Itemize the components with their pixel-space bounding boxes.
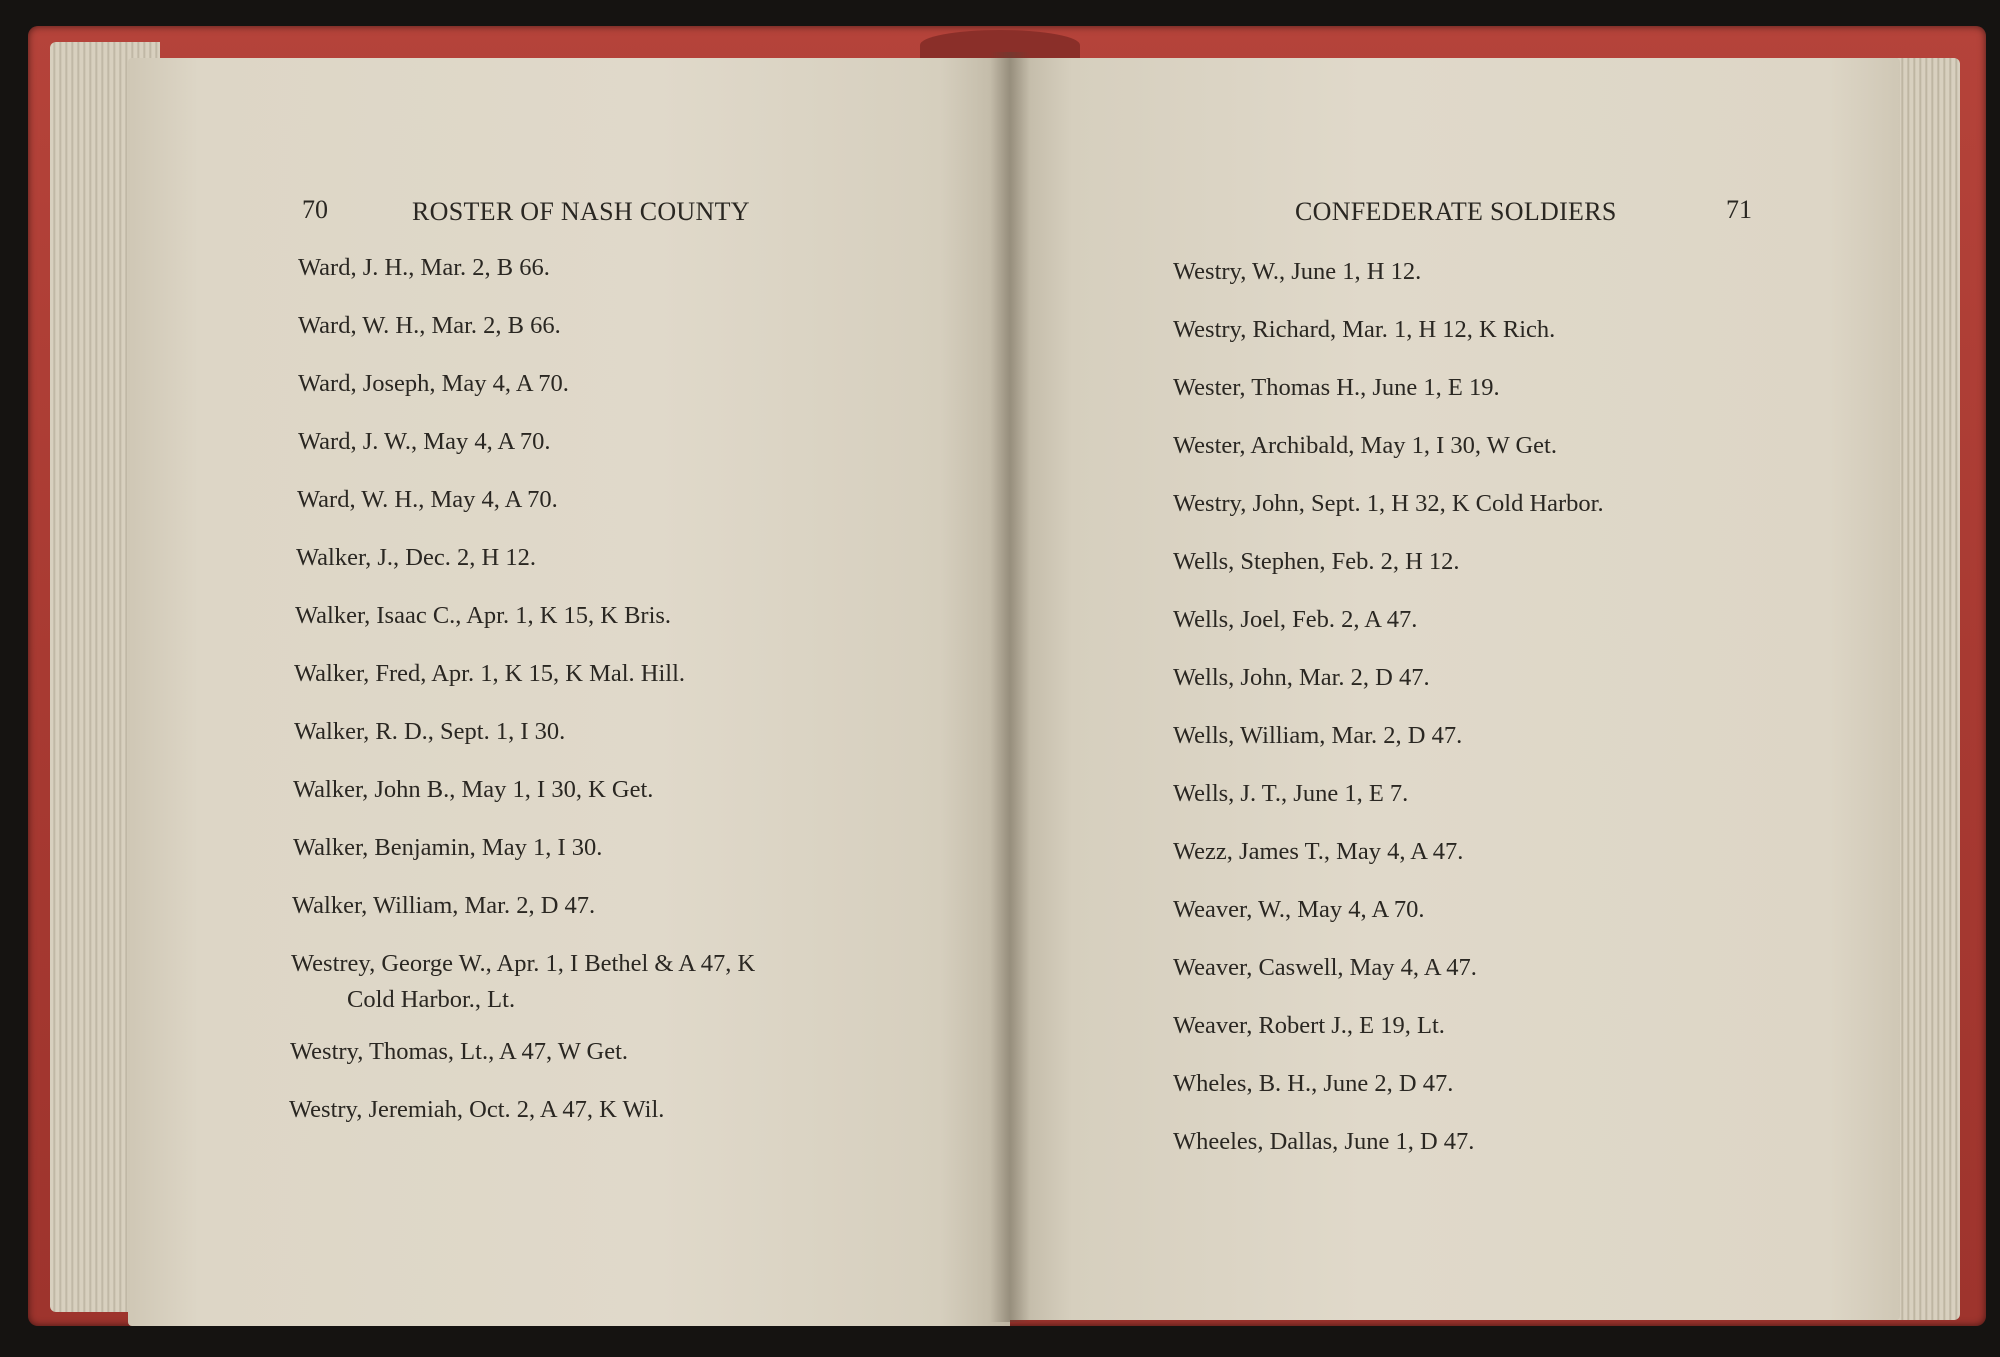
roster-entry: Walker, Fred, Apr. 1, K 15, K Mal. Hill. (294, 660, 686, 687)
roster-entry: Wester, Thomas H., June 1, E 19. (1173, 374, 1500, 401)
roster-entry: Walker, Isaac C., Apr. 1, K 15, K Bris. (295, 602, 672, 629)
roster-entry: Wells, Joel, Feb. 2, A 47. (1173, 606, 1418, 633)
roster-entry-multiline (291, 946, 755, 1018)
roster-entry: Wells, William, Mar. 2, D 47. (1173, 722, 1463, 749)
roster-entry: Walker, J., Dec. 2, H 12. (296, 544, 536, 571)
roster-entry: Walker, William, Mar. 2, D 47. (292, 892, 596, 919)
roster-entry: Weaver, Robert J., E 19, Lt. (1173, 1012, 1445, 1039)
roster-entry: Westry, Thomas, Lt., A 47, W Get. (290, 1038, 629, 1065)
roster-entry: Ward, W. H., Mar. 2, B 66. (298, 312, 561, 339)
roster-entry: Walker, John B., May 1, I 30, K Get. (293, 776, 654, 803)
right-running-head: CONFEDERATE SOLDIERS (1295, 197, 1617, 226)
roster-entry: Wheles, B. H., June 2, D 47. (1173, 1070, 1454, 1097)
roster-entry: Wheeles, Dallas, June 1, D 47. (1173, 1128, 1475, 1155)
roster-entry: Ward, J. W., May 4, A 70. (298, 428, 551, 455)
left-page-number: 70 (302, 195, 328, 224)
roster-entry: Westry, Richard, Mar. 1, H 12, K Rich. (1173, 316, 1556, 343)
roster-entry: Ward, W. H., May 4, A 70. (297, 486, 558, 513)
roster-entry: Westry, John, Sept. 1, H 32, K Cold Harbor. (1173, 490, 1604, 517)
left-page (128, 58, 1010, 1326)
roster-entry: Wells, J. T., June 1, E 7. (1173, 780, 1409, 807)
roster-entry: Walker, R. D., Sept. 1, I 30. (294, 718, 566, 745)
right-page (1010, 58, 1900, 1320)
roster-entry: Wester, Archibald, May 1, I 30, W Get. (1173, 432, 1557, 459)
roster-entry: Wells, Stephen, Feb. 2, H 12. (1173, 548, 1460, 575)
roster-entry: Westry, Jeremiah, Oct. 2, A 47, K Wil. (289, 1096, 665, 1123)
roster-entry: Ward, Joseph, May 4, A 70. (298, 370, 569, 397)
roster-entry-first-line: Westrey, George W., Apr. 1, I Bethel & A 47, K (291, 950, 756, 977)
roster-entry: Ward, J. H., Mar. 2, B 66. (298, 254, 550, 281)
book-gutter (990, 52, 1030, 1322)
roster-entry: Wells, John, Mar. 2, D 47. (1173, 664, 1430, 691)
roster-entry-continuation: Cold Harbor., Lt. (347, 986, 516, 1013)
left-running-head: ROSTER OF NASH COUNTY (412, 197, 750, 226)
roster-entry: Weaver, Caswell, May 4, A 47. (1173, 954, 1477, 981)
roster-entry: Westry, W., June 1, H 12. (1173, 258, 1422, 285)
roster-entry: Weaver, W., May 4, A 70. (1173, 896, 1425, 923)
right-page-number: 71 (1726, 195, 1752, 224)
roster-entry: Wezz, James T., May 4, A 47. (1173, 838, 1464, 865)
roster-entry: Walker, Benjamin, May 1, I 30. (293, 834, 603, 861)
